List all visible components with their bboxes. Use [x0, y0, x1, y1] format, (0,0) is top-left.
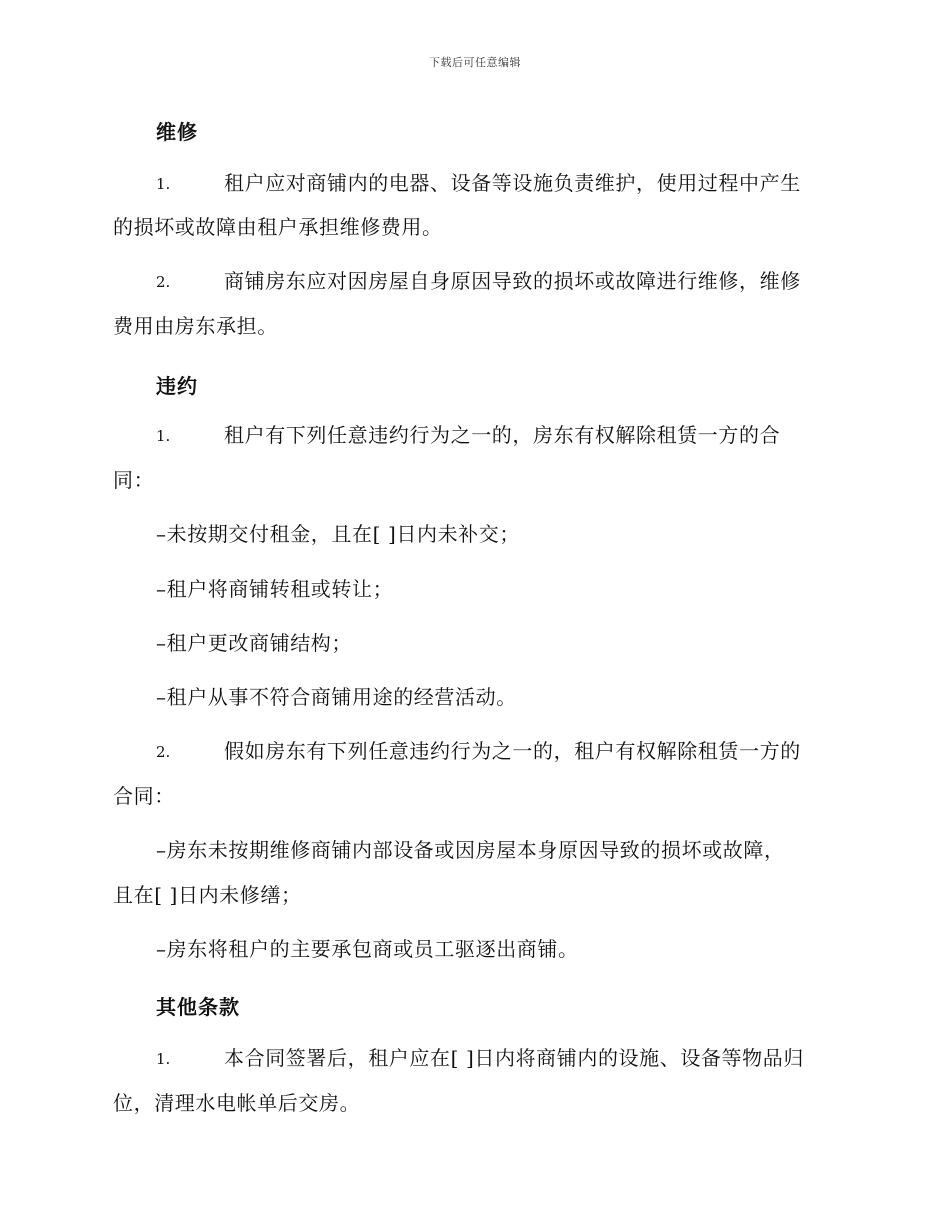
bullet-item: –租户将商铺转租或转让；	[156, 577, 394, 601]
page-header: 下载后可任意编辑	[429, 56, 521, 69]
paragraph-line: 的损坏或故障由租户承担维修费用。	[113, 215, 443, 239]
paragraph-line: 费用由房东承担。	[113, 314, 278, 338]
bullet-item: –租户更改商铺结构；	[156, 631, 352, 655]
section-heading-breach: 违约	[156, 374, 198, 398]
item-number: 1.	[156, 1050, 171, 1068]
item-number: 2.	[156, 273, 171, 291]
section-heading-repair: 维修	[156, 120, 198, 144]
paragraph-line: 合同：	[113, 784, 175, 808]
paragraph-line: 租户有下列任意违约行为之一的，房东有权解除租赁一方的合	[224, 423, 781, 447]
paragraph-line: 同：	[113, 468, 155, 492]
bullet-item: –房东将租户的主要承包商或员工驱逐出商铺。	[156, 937, 579, 961]
item-number: 2.	[156, 743, 171, 761]
item-number: 1.	[156, 175, 171, 193]
paragraph-line: 假如房东有下列任意违约行为之一的，租户有权解除租赁一方的	[224, 739, 801, 763]
bullet-item: –租户从事不符合商铺用途的经营活动。	[156, 685, 517, 709]
paragraph-line: 商铺房东应对因房屋自身原因导致的损坏或故障进行维修，维修	[224, 269, 801, 293]
paragraph-line: 租户应对商铺内的电器、设备等设施负责维护，使用过程中产生	[224, 171, 801, 195]
bullet-item: –房东未按期维修商铺内部设备或因房屋本身原因导致的损坏或故障，	[156, 838, 785, 862]
bullet-item-continuation: 且在[ ]日内未修缮；	[113, 883, 302, 907]
paragraph-line: 本合同签署后，租户应在[ ]日内将商铺内的设施、设备等物品归	[224, 1046, 804, 1070]
paragraph-line: 位，清理水电帐单后交房。	[113, 1091, 361, 1115]
section-heading-other: 其他条款	[156, 995, 240, 1019]
bullet-item: –未按期交付租金，且在[ ]日内未补交；	[156, 522, 520, 546]
item-number: 1.	[156, 427, 171, 445]
